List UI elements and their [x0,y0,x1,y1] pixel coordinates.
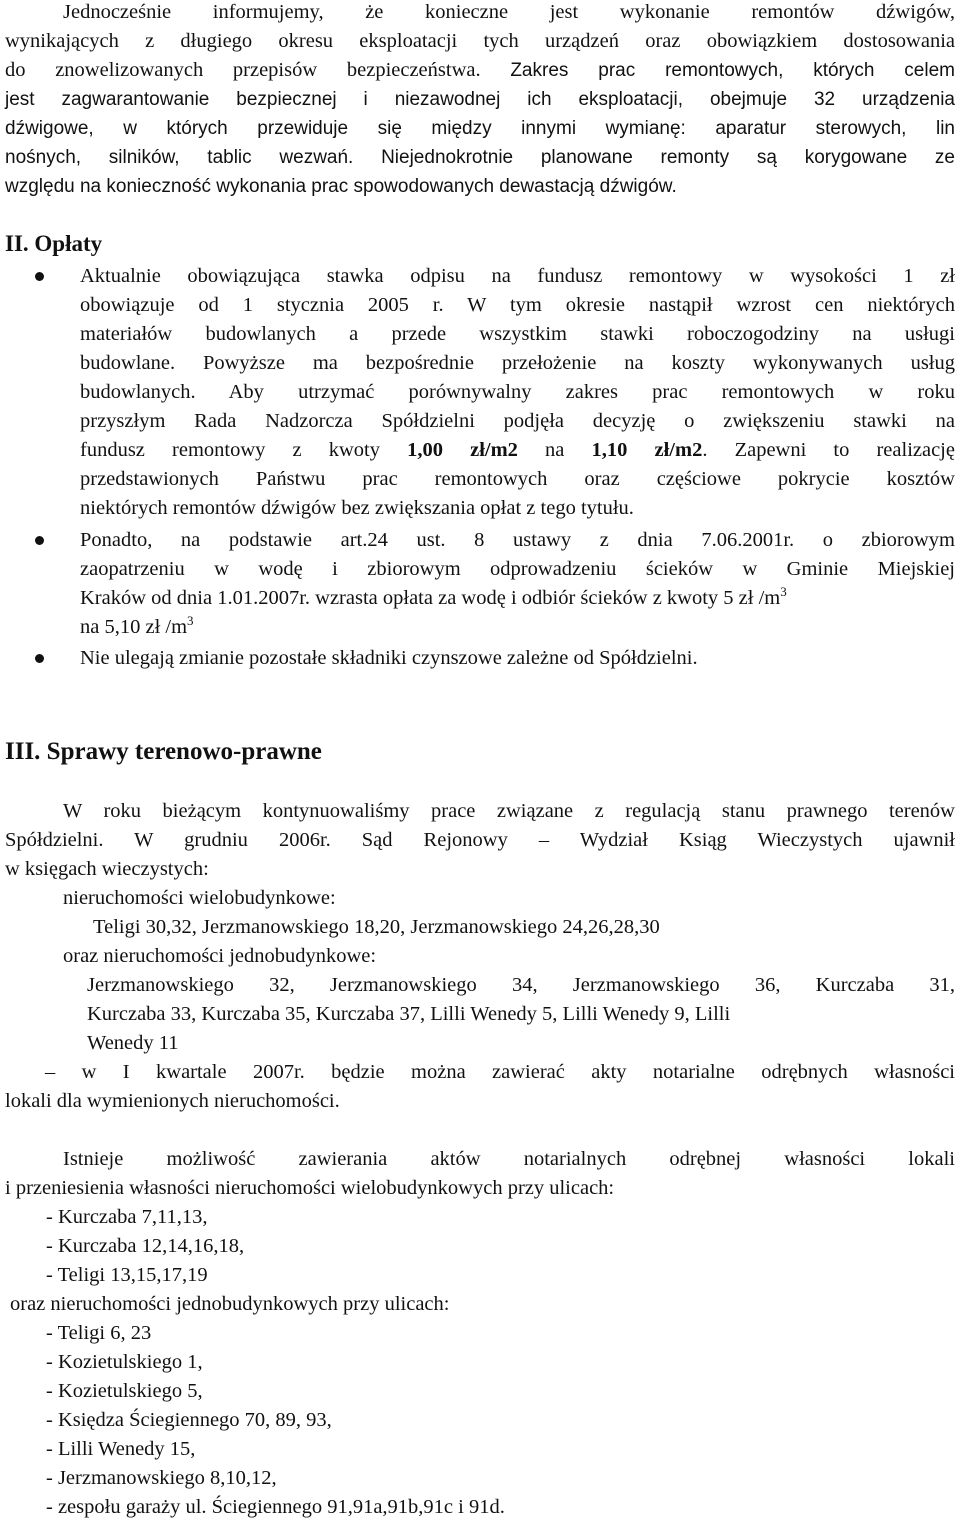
text-span: Zakres prac remontowych, których celem [510,60,955,81]
text-line: oraz nieruchomości jednobudynkowych przy ulicach: [10,1293,450,1315]
text-line [80,436,955,465]
list-item: - Jerzmanowskiego 8,10,12, [46,1467,277,1489]
text-line: Ponadto, na podstawie art.24 ust. 8 ustawy z dnia 7.06.2001r. o zbiorowym [80,529,955,551]
text-span: Kraków od dnia 1.01.2007r. wzrasta opłata za wodę i odbiór ścieków z kwoty 5 zł /m [80,587,781,609]
text-line: zaopatrzeniu w wodę i zbiorowym odprowadzeniu ścieków w Gminie Miejskiej [80,558,955,580]
text-span: na [517,439,592,461]
text-line: W roku bieżącym kontynuowaliśmy prace związane z regulacją stanu prawnego terenów [63,800,955,822]
rate-new: 1,10 zł/m2 [591,439,703,461]
section-heading-sprawy: III. Sprawy terenowo-prawne [5,738,322,765]
text-span: . Zapewni to realizację [702,439,955,461]
bullet-icon [35,272,44,281]
bullet-icon [35,536,44,545]
text-line: Nie ulegają zmianie pozostałe składniki czynszowe zależne od Spółdzielni. [80,647,698,669]
text-line: Teligi 30,32, Jerzmanowskiego 18,20, Jerzmanowskiego 24,26,28,30 [93,916,660,938]
text-line: przyszłym Rada Nadzorcza Spółdzielni podjęła decyzję o zwiększeniu stawki na [80,410,955,432]
list-item: - Kurczaba 12,14,16,18, [46,1235,245,1257]
text-span: do znowelizowanych przepisów bezpieczeństwa. [5,59,511,81]
text-line: Jednocześnie informujemy, że konieczne jest wykonanie remontów dźwigów, [63,1,955,23]
text-line: materiałów budowlanych a przede wszystkim stawki roboczogodziny na usługi [80,323,955,345]
list-item: - Kozietulskiego 1, [46,1351,203,1373]
text-span: fundusz remontowy z kwoty [80,439,408,461]
text-line: Spółdzielni. W grudniu 2006r. Sąd Rejonowy – Wydział Ksiąg Wieczystych ujawnił [5,829,955,851]
list-item: - zespołu garaży ul. Ściegiennego 91,91a,91b,91c i 91d. [46,1496,505,1518]
superscript: 3 [187,613,194,628]
text-line: Istnieje możliwość zawierania aktów notarialnych odrębnej własności lokali [63,1148,955,1170]
list-item: - Teligi 6, 23 [46,1322,152,1344]
bullet-icon [35,654,44,663]
text-line: niektórych remontów dźwigów bez zwiększania opłat z tego tytułu. [80,497,634,519]
text-line: Aktualnie obowiązująca stawka odpisu na fundusz remontowy w wysokości 1 zł [80,265,955,287]
text-line: budowlane. Powyższe ma bezpośrednie przełożenie na koszty wykonywanych usług [80,352,955,374]
list-item: - Księdza Ściegiennego 70, 89, 93, [46,1409,332,1431]
text-line: Jerzmanowskiego 32, Jerzmanowskiego 34, Jerzmanowskiego 36, Kurczaba 31, [87,974,955,996]
text-line: nośnych, silników, tablic wezwań. Niejednokrotnie planowane remonty są korygowane ze [5,147,955,168]
text-line: Kurczaba 33, Kurczaba 35, Kurczaba 37, Lilli Wenedy 5, Lilli Wenedy 9, Lilli [87,1003,731,1025]
text-line: – w I kwartale 2007r. będzie można zawierać akty notarialne odrębnych własności [45,1061,955,1083]
text-line: i przeniesienia własności nieruchomości wielobudynkowych przy ulicach: [5,1177,615,1199]
text-line: w księgach wieczystych: [5,858,209,880]
rate-old: 1,00 zł/m2 [407,439,518,461]
list-item: - Teligi 13,15,17,19 [46,1264,208,1286]
text-line: oraz nieruchomości jednobudynkowe: [63,945,377,967]
section-heading-oplaty: II. Opłaty [5,231,103,256]
text-line: przedstawionych Państwu prac remontowych oraz częściowe pokrycie kosztów [80,468,955,490]
text-line [80,584,787,613]
text-line: względu na konieczność wykonania prac spowodowanych dewastacją dźwigów. [5,176,677,197]
text-line: Wenedy 11 [87,1032,179,1054]
list-item: - Lilli Wenedy 15, [46,1438,196,1460]
text-line: wynikających z długiego okresu eksploatacji tych urządzeń oraz obowiązkiem dostosowania [5,30,955,52]
text-line: obowiązuje od 1 stycznia 2005 r. W tym okresie nastąpił wzrost cen niektórych [80,294,955,316]
text-line: nieruchomości wielobudynkowe: [63,887,336,909]
text-line: budowlanych. Aby utrzymać porównywalny zakres prac remontowych w roku [80,381,955,403]
text-line: lokali dla wymienionych nieruchomości. [5,1090,340,1112]
text-line: jest zagwarantowanie bezpiecznej i niezawodnej ich eksploatacji, obejmuje 32 urządzenia [5,89,955,110]
text-span: na 5,10 zł /m [80,616,188,638]
text-line [5,56,955,85]
list-item: - Kozietulskiego 5, [46,1380,203,1402]
list-item: - Kurczaba 7,11,13, [46,1206,208,1228]
text-line: dźwigowe, w których przewiduje się między innymi wymianę: aparatur sterowych, lin [5,118,955,139]
superscript: 3 [780,584,787,599]
text-line [80,613,194,642]
